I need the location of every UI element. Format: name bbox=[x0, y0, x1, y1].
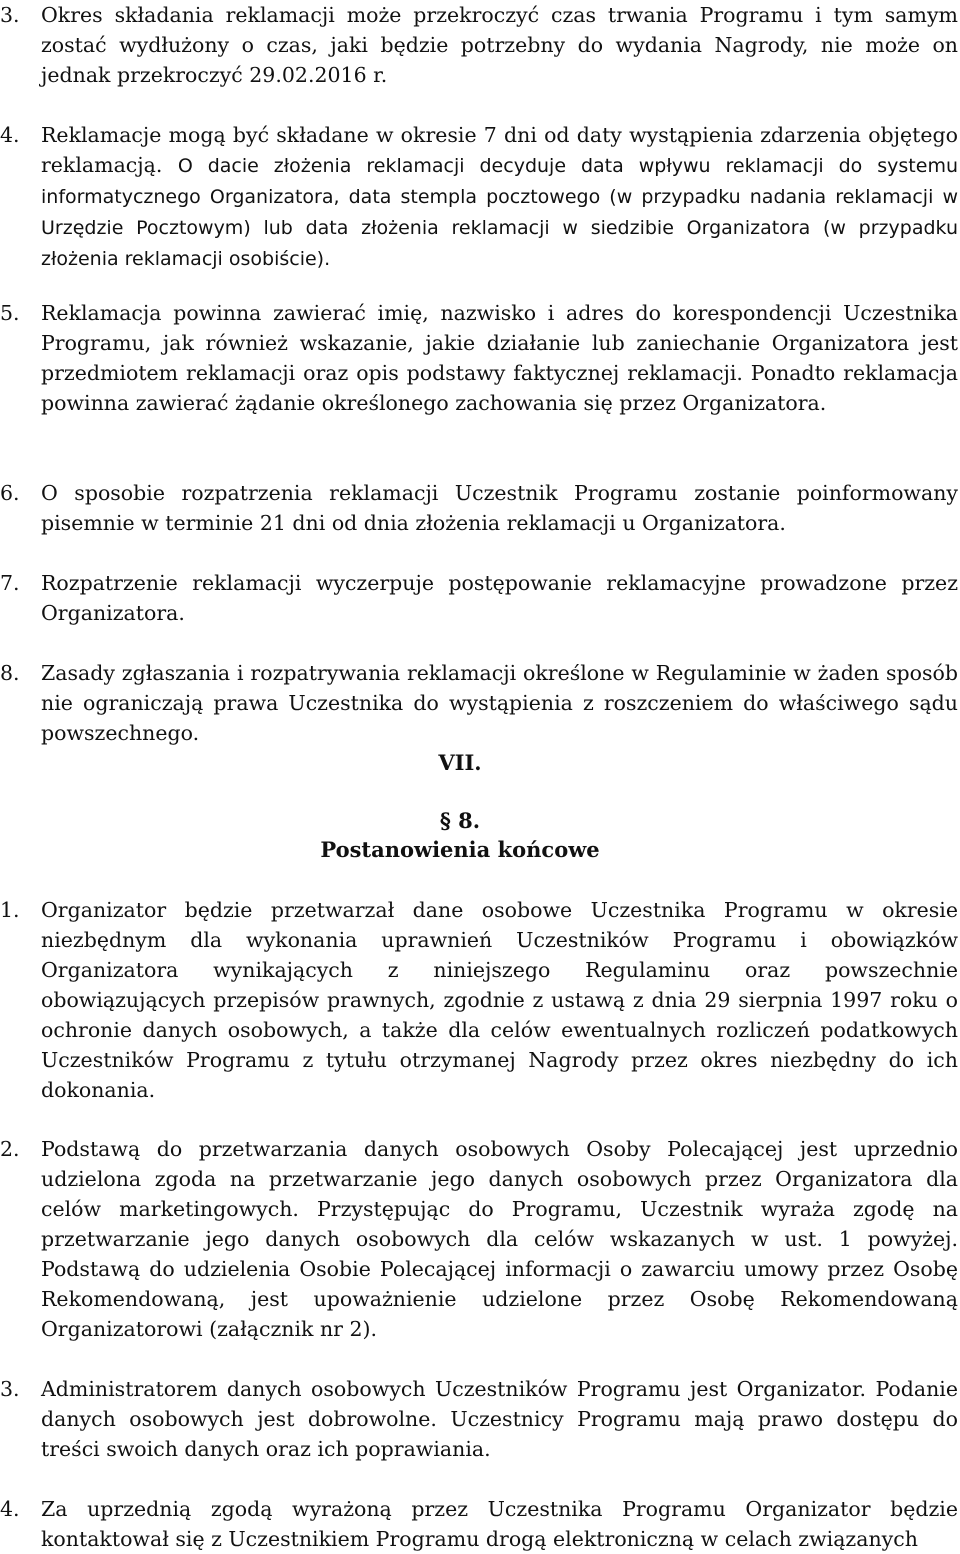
item-text: Reklamacja powinna zawierać imię, nazwisko i adres do korespondencji Uczestnika Programu, jak również wskazanie, jakie działanie lub zaniechanie Organizatora jest przedmiotem reklamacji oraz opis podstawy faktycznej reklamacji. Ponadto reklamacja powinna zawierać żądanie określonego zachowania się przez Organizatora. bbox=[41, 301, 958, 415]
list-item-complaint-6 bbox=[0, 478, 958, 538]
item-text: Zasady zgłaszania i rozpatrywania reklamacji określone w Regulaminie w żaden sposób nie ograniczają prawa Uczestnika do wystąpienia z roszczeniem do właściwego sądu powszechnego. bbox=[41, 661, 958, 745]
item-text: O sposobie rozpatrzenia reklamacji Uczestnik Programu zostanie poinformowany pisemnie w terminie 21 dni od dnia złożenia reklamacji u Organizatora. bbox=[41, 481, 958, 535]
item-text-part-b: O dacie złożenia reklamacji decyduje data wpływu reklamacji do systemu informatycznego Organizatora, data stempla pocztowego (w przypadku nadania reklamacji w Urzędzie Pocztowym) lub data złożenia reklamacji w siedzibie Organizatora (w przypadku złożenia reklamacji osobiście). bbox=[41, 155, 958, 270]
item-text bbox=[41, 120, 958, 274]
item-number: 4. bbox=[0, 123, 20, 147]
item-number: 1. bbox=[0, 898, 20, 922]
section-paragraph-number: § 8. bbox=[439, 808, 481, 833]
list-item-final-3 bbox=[0, 1374, 958, 1464]
item-number: 8. bbox=[0, 661, 20, 685]
item-number: 5. bbox=[0, 301, 20, 325]
item-number: 7. bbox=[0, 571, 20, 595]
list-item-final-4 bbox=[0, 1494, 958, 1554]
section-title: Postanowienia końcowe bbox=[320, 837, 600, 862]
list-item-final-2 bbox=[0, 1134, 958, 1344]
item-text: Rozpatrzenie reklamacji wyczerpuje postępowanie reklamacyjne prowadzone przez Organizatora. bbox=[41, 571, 958, 625]
item-number: 2. bbox=[0, 1137, 20, 1161]
list-item-complaint-3 bbox=[0, 0, 958, 90]
item-text: Administratorem danych osobowych Uczestników Programu jest Organizator. Podanie danych osobowych jest dobrowolne. Uczestnicy Programu mają prawo dostępu do treści swoich danych oraz ich poprawiania. bbox=[41, 1377, 958, 1461]
item-text: Za uprzednią zgodą wyrażoną przez Uczestnika Programu Organizator będzie kontaktował się z Uczestnikiem Programu drogą elektroniczną w celach związanych bbox=[41, 1497, 958, 1551]
item-text: Okres składania reklamacji może przekroczyć czas trwania Programu i tym samym zostać wydłużony o czas, jaki będzie potrzebny do wydania Nagrody, nie może on jednak przekroczyć 29.02.2016 r. bbox=[41, 3, 958, 87]
item-text: Podstawą do przetwarzania danych osobowych Osoby Polecającej jest uprzednio udzielona zgoda na przetwarzanie jego danych osobowych przez Organizatora dla celów marketingowych. Przystępując do Programu, Uczestnik wyraża zgodę na przetwarzanie jego danych osobowych dla celów wskazanych w ust. 1 powyżej. Podstawą do udzielenia Osobie Polecającej informacji o zawarciu umowy przez Osobę Rekomendowaną, jest upoważnienie udzielone przez Osobę Rekomendowaną Organizatorowi (załącznik nr 2). bbox=[41, 1137, 958, 1341]
list-item-final-1 bbox=[0, 895, 958, 1105]
list-item-complaint-4 bbox=[0, 120, 958, 274]
section-roman-numeral: VII. bbox=[438, 750, 482, 775]
item-number: 3. bbox=[0, 3, 20, 27]
item-number: 3. bbox=[0, 1377, 20, 1401]
item-text: Organizator będzie przetwarzał dane osobowe Uczestnika Programu w okresie niezbędnym dla wykonania uprawnień Uczestników Programu i obowiązków Organizatora wynikających z niniejszego Regulaminu oraz powszechnie obowiązujących przepisów prawnych, zgodnie z ustawą z dnia 29 sierpnia 1997 roku o ochronie danych osobowych, a także dla celów ewentualnych rozliczeń podatkowych Uczestników Programu z tytułu otrzymanej Nagrody przez okres niezbędny do ich dokonania. bbox=[41, 898, 958, 1102]
item-number: 4. bbox=[0, 1497, 20, 1521]
list-item-complaint-7 bbox=[0, 568, 958, 628]
item-text-part-a: Reklamacje mogą być składane w okresie 7 dni od daty wystąpienia zdarzenia objętego reklamacją. bbox=[41, 123, 958, 177]
list-item-complaint-8 bbox=[0, 658, 958, 748]
list-item-complaint-5 bbox=[0, 298, 958, 418]
item-number: 6. bbox=[0, 481, 20, 505]
